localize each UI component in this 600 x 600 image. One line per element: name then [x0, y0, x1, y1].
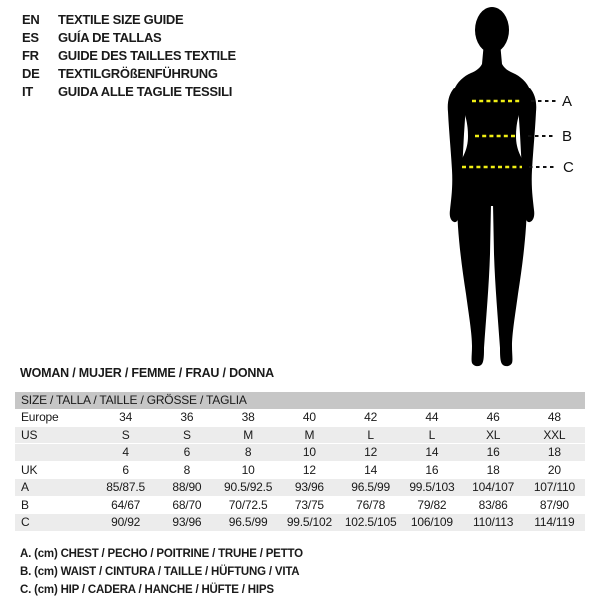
size-cell: 40: [302, 410, 316, 424]
size-cell: 44: [425, 410, 439, 424]
size-cell: 34: [119, 410, 133, 424]
legend-chest: A. (cm) CHEST / PECHO / POITRINE / TRUHE / PETTO: [20, 548, 303, 560]
language-title: TEXTILE SIZE GUIDE: [58, 12, 184, 27]
row-label: A: [21, 480, 29, 494]
size-cell: 110/113: [473, 515, 514, 529]
size-cell: L: [367, 427, 374, 442]
size-cell: 79/82: [417, 497, 447, 512]
size-cell: 90/92: [111, 515, 141, 529]
size-cell: 87/90: [539, 497, 569, 512]
row-label: UK: [21, 462, 38, 477]
language-row-de: [22, 65, 236, 83]
size-cell: 6: [183, 445, 191, 459]
size-cell: 20: [547, 462, 561, 477]
language-code: ES: [22, 30, 39, 45]
size-cell: 64/67: [111, 497, 141, 512]
woman-silhouette-figure: [438, 4, 598, 374]
size-cell: L: [428, 427, 436, 442]
measure-label-a: A: [562, 93, 573, 110]
language-code: IT: [22, 84, 33, 99]
size-cell: 114/119: [534, 515, 575, 529]
woman-silhouette: [448, 7, 537, 366]
row-label: C: [21, 515, 30, 529]
size-cell: 88/90: [172, 480, 202, 494]
size-cell: 6: [122, 462, 129, 477]
row-label: US: [21, 427, 38, 442]
size-cell: 10: [302, 445, 316, 459]
measurement-legend: [20, 545, 303, 599]
size-cell: 106/109: [410, 515, 453, 529]
table-row-us-numbers: [15, 444, 585, 462]
silhouette-torso: [454, 73, 530, 206]
size-cell: 90.5/92.5: [224, 480, 273, 494]
measure-label-b: B: [562, 128, 573, 145]
silhouette-left-leg: [457, 194, 491, 366]
language-row-es: [22, 29, 236, 47]
measure-label-c: C: [563, 159, 574, 176]
language-title: TEXTILGRÖßENFÜHRUNG: [58, 66, 218, 81]
size-cell: 14: [364, 462, 378, 477]
size-cell: 104/107: [472, 480, 515, 494]
language-code: EN: [22, 12, 40, 27]
size-cell: 4: [122, 445, 129, 459]
size-cell: 48: [547, 410, 561, 424]
size-cell: 99.5/102: [286, 515, 332, 529]
size-table-header: SIZE / TALLA / TAILLE / GRÖSSE / TAGLIA: [15, 392, 585, 409]
language-title: GUIDA ALLE TAGLIE TESSILI: [58, 84, 233, 99]
section-title: WOMAN / MUJER / FEMME / FRAU / DONNA: [20, 366, 274, 380]
size-cell: 68/70: [172, 497, 202, 512]
size-cell: 14: [425, 445, 439, 459]
size-cell: 107/110: [533, 480, 575, 494]
language-list: [22, 11, 236, 101]
table-row-us-letters: [15, 427, 585, 445]
silhouette-right-leg: [493, 194, 527, 366]
size-cell: XL: [485, 427, 501, 442]
size-cell: 46: [486, 410, 500, 424]
table-row-europe: [15, 409, 585, 427]
row-label: Europe: [21, 410, 59, 424]
size-cell: 42: [364, 410, 378, 424]
size-cell: 70/72.5: [228, 497, 268, 512]
size-cell: 85/87.5: [106, 480, 145, 494]
size-cell: 16: [486, 445, 500, 459]
size-table: [15, 392, 585, 532]
language-row-it: [22, 83, 236, 101]
size-cell: 8: [244, 445, 252, 459]
size-cell: 36: [180, 410, 194, 424]
silhouette-neck: [471, 42, 513, 73]
size-cell: 12: [302, 462, 316, 477]
row-label: B: [21, 497, 29, 512]
legend-waist: B. (cm) WAIST / CINTURA / TAILLE / HÜFTUNG / VITA: [20, 566, 300, 578]
size-cell: 76/78: [356, 497, 386, 512]
size-cell: 10: [241, 462, 255, 477]
size-cell: XXL: [543, 427, 566, 442]
size-cell: 73/75: [294, 497, 324, 512]
table-row-hip-c: [15, 514, 585, 532]
size-cell: S: [182, 427, 191, 442]
size-cell: S: [121, 427, 130, 442]
size-cell: 96.5/99: [228, 515, 268, 529]
size-cell: 18: [486, 462, 500, 477]
size-cell: 38: [241, 410, 255, 424]
row-label: [15, 444, 95, 461]
legend-hip: C. (cm) HIP / CADERA / HANCHE / HÜFTE / HIPS: [20, 584, 274, 596]
table-row-waist-b: [15, 497, 585, 515]
table-row-chest-a: [15, 479, 585, 497]
language-row-en: [22, 11, 236, 29]
size-cell: 93/96: [172, 515, 202, 529]
size-cell: M: [304, 427, 315, 442]
size-cell: 18: [547, 445, 561, 459]
size-cell: M: [243, 427, 254, 442]
language-title: GUIDE DES TAILLES TEXTILE: [58, 48, 236, 63]
size-cell: 99.5/103: [409, 480, 455, 494]
size-cell: 8: [183, 462, 191, 477]
size-cell: 83/86: [478, 497, 508, 512]
size-cell: 96.5/99: [351, 480, 390, 494]
size-cell: 12: [364, 445, 378, 459]
language-title: GUÍA DE TALLAS: [58, 30, 162, 45]
table-row-uk: [15, 462, 585, 480]
size-cell: 16: [425, 462, 439, 477]
language-code: FR: [22, 48, 39, 63]
language-code: DE: [22, 66, 40, 81]
language-row-fr: [22, 47, 236, 65]
size-cell: 102.5/105: [344, 515, 397, 529]
size-cell: 93/96: [294, 480, 324, 494]
